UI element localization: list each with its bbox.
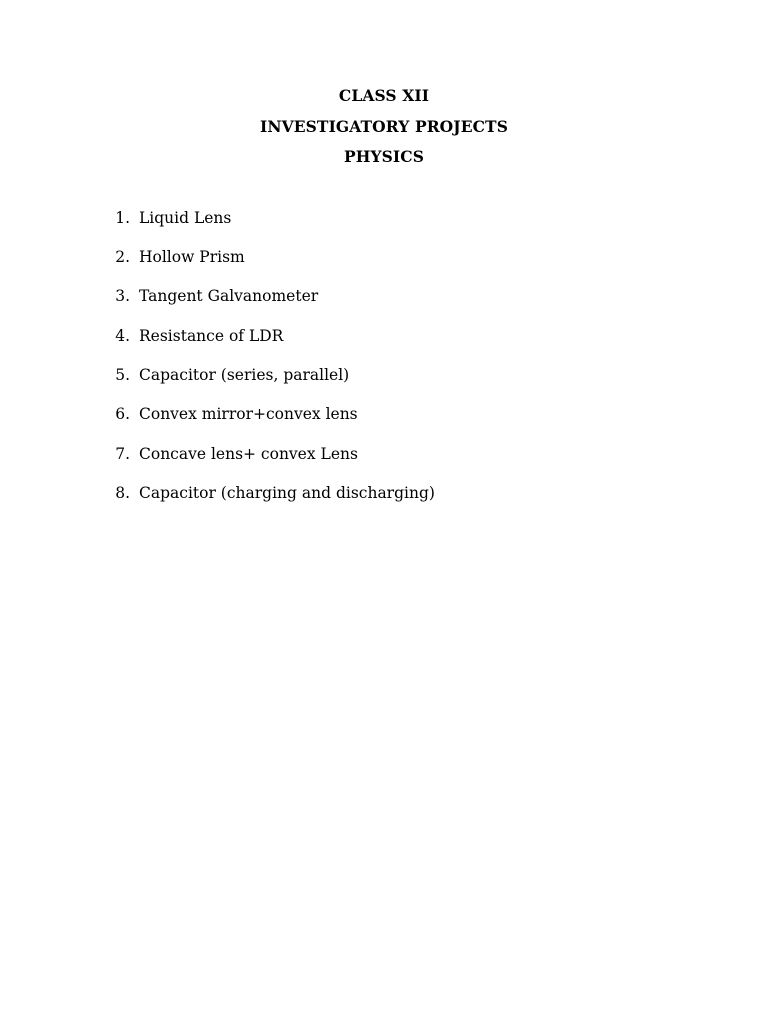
list-item-number: 4. [115, 327, 130, 345]
list-item-text: Liquid Lens [139, 209, 232, 227]
list-item-text: Resistance of LDR [139, 327, 284, 345]
list-item-number: 1. [115, 209, 130, 227]
list-item [0, 208, 768, 230]
list-item-text: Concave lens+ convex Lens [139, 445, 358, 463]
heading-title: INVESTIGATORY PROJECTS [259, 117, 508, 136]
heading-class: CLASS XII [338, 86, 430, 105]
list-item [0, 365, 768, 387]
list-item-number: 3. [115, 287, 130, 305]
list-item-number: 8. [115, 484, 130, 502]
list-item-text: Capacitor (charging and discharging) [139, 484, 435, 502]
list-item [0, 247, 768, 269]
list-item-text: Tangent Galvanometer [139, 287, 319, 305]
list-item [0, 444, 768, 466]
list-item [0, 483, 768, 505]
list-item-text: Convex mirror+convex lens [139, 405, 358, 423]
list-item-number: 2. [115, 248, 130, 266]
list-item-number: 6. [115, 405, 130, 423]
list-item-text: Hollow Prism [139, 248, 245, 266]
list-item [0, 326, 768, 348]
list-item-number: 5. [115, 366, 130, 384]
list-item [0, 286, 768, 308]
list-item-number: 7. [115, 445, 130, 463]
list-item [0, 404, 768, 426]
heading-subject: PHYSICS [343, 147, 425, 166]
list-item-text: Capacitor (series, parallel) [139, 366, 350, 384]
